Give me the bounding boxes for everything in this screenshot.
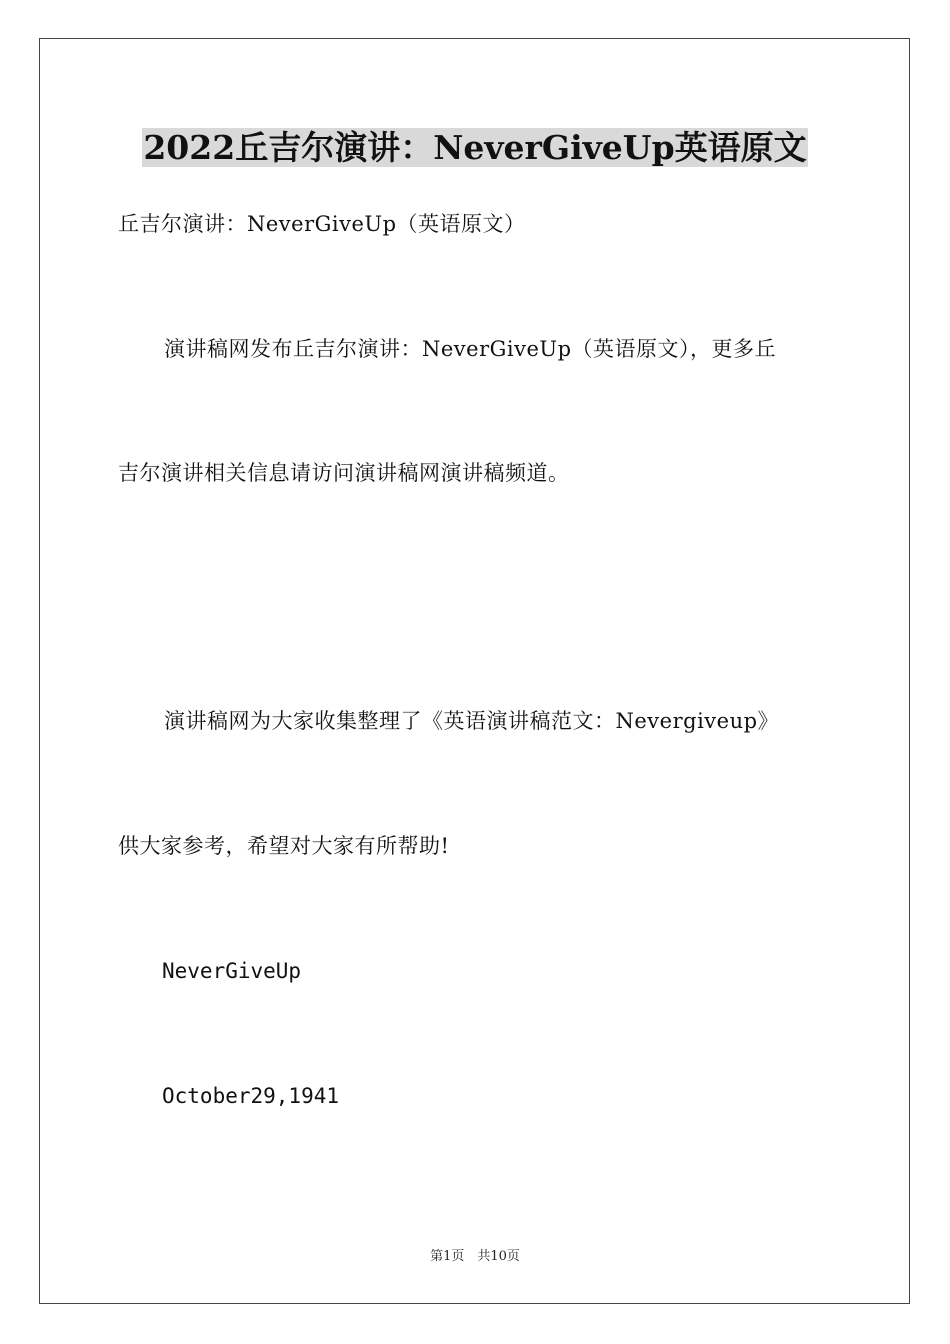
paragraph-2-line-1: 演讲稿网为大家收集整理了《英语演讲稿范文：Nevergiveup》 — [164, 709, 780, 733]
document-title — [0, 126, 950, 170]
document-subtitle: 丘吉尔演讲：NeverGiveUp（英语原文） — [118, 212, 526, 236]
speech-date: October29,1941 — [162, 1084, 340, 1108]
page-number-footer: 第1页 共10页 — [430, 1249, 520, 1264]
speech-title: NeverGiveUp — [162, 959, 302, 983]
document-title-text: 2022丘吉尔演讲：NeverGiveUp英语原文 — [143, 128, 807, 167]
paragraph-2-line-2: 供大家参考，希望对大家有所帮助! — [118, 834, 450, 858]
paragraph-1-line-2: 吉尔演讲相关信息请访问演讲稿网演讲稿频道。 — [118, 461, 570, 485]
paragraph-1-line-1: 演讲稿网发布丘吉尔演讲：NeverGiveUp（英语原文），更多丘 — [164, 337, 777, 361]
